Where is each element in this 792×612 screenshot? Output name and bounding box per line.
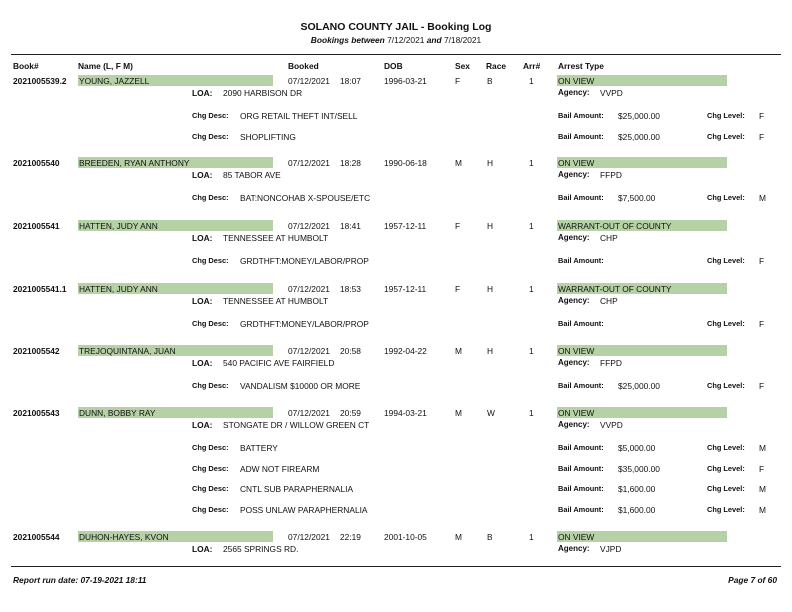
charge-level: M [759,484,766,494]
sex: M [455,346,462,356]
book-number: 2021005541 [13,221,60,231]
booking-record [0,532,792,554]
charge-description: GRDTHFT:MONEY/LABOR/PROP [240,256,369,266]
name-highlight [78,220,273,231]
dob: 1994-03-21 [384,408,427,418]
report-subtitle [0,35,792,45]
chg-desc-label: Chg Desc: [192,111,229,120]
bail-amount: $1,600.00 [618,504,656,515]
race: H [487,221,494,231]
booked-date: 07/12/2021 [288,221,330,231]
chg-desc-label: Chg Desc: [192,131,229,141]
arrest-type-highlight [557,345,727,356]
chg-desc-label: Chg Desc: [192,193,229,202]
col-name: Name (L, F M) [78,61,133,71]
bail-amount: $5,000.00 [618,443,656,453]
arrest-number: 1 [529,76,534,86]
charge-description: ORG RETAIL THEFT INT/SELL [240,111,358,121]
agency-value: VVPD [600,88,623,98]
loa-value: TENNESSEE AT HUMBOLT [223,233,329,243]
bail-amount-label: Bail Amount: [558,463,604,473]
inmate-name: TREJOQUINTANA, JUAN [79,346,176,356]
bail-amount-label: Bail Amount: [558,131,604,141]
booking-record [0,158,792,203]
arrest-type: ON VIEW [558,346,595,356]
col-booked: Booked [288,61,319,71]
loa-label: LOA: [192,544,213,554]
col-sex: Sex [455,61,470,71]
charge-description: ADW NOT FIREARM [240,463,320,474]
race: W [487,408,495,418]
chg-level-label: Chg Level: [707,443,745,452]
agency-value: FFPD [600,170,622,180]
charge-level: F [759,381,765,391]
booking-record [0,284,792,329]
arrest-number: 1 [529,532,534,542]
bail-amount: $25,000.00 [618,381,660,391]
name-highlight [78,75,273,86]
booking-record [0,76,792,142]
arrest-type-highlight [557,531,727,542]
charge-level: M [759,193,766,203]
chg-desc-label: Chg Desc: [192,443,229,452]
agency-value: CHP [600,233,618,243]
sex: F [455,284,461,294]
charge-description: VANDALISM $10000 OR MORE [240,381,361,391]
agency-label: Agency: [558,88,590,97]
arrest-type-highlight [557,283,727,294]
sex: F [455,221,461,231]
arrest-type: WARRANT-OUT OF COUNTY [558,284,672,294]
loa-label: LOA: [192,358,213,368]
loa-label: LOA: [192,170,213,180]
dob: 1990-06-18 [384,158,427,168]
agency-label: Agency: [558,420,590,429]
agency-label: Agency: [558,358,590,367]
charge-description: GRDTHFT:MONEY/LABOR/PROP [240,319,369,329]
inmate-name: DUHON-HAYES, KVON [79,532,169,542]
charge-description: BAT:NONCOHAB X-SPOUSE/ETC [240,193,371,203]
booked-time: 20:58 [340,346,361,356]
bail-amount-label: Bail Amount: [558,193,604,202]
dob: 1957-12-11 [384,221,427,231]
bail-amount: $25,000.00 [618,131,660,142]
chg-level-label: Chg Level: [707,193,745,202]
booked-time: 22:19 [340,532,361,542]
bail-amount: $1,600.00 [618,484,656,494]
sex: M [455,408,462,418]
booked-time: 18:28 [340,158,361,168]
col-arr: Arr# [523,61,541,71]
sex: M [455,532,462,542]
bail-amount-label: Bail Amount: [558,111,604,120]
arrest-type-highlight [557,407,727,418]
footer-rule [11,566,781,567]
book-number: 2021005543 [13,408,60,418]
agency-label: Agency: [558,296,590,305]
arrest-number: 1 [529,408,534,418]
report-title: SOLANO COUNTY JAIL - Booking Log [300,21,492,33]
loa-value: STONGATE DR / WILLOW GREEN CT [223,420,370,430]
charge-level: F [759,463,765,474]
booking-record [0,221,792,266]
charge-description: POSS UNLAW PARAPHERNALIA [240,504,368,515]
book-number: 2021005540 [13,158,60,168]
booked-time: 20:59 [340,408,361,418]
sex: F [455,76,461,86]
sex: M [455,158,462,168]
booked-date: 07/12/2021 [288,284,330,294]
inmate-name: BREEDEN, RYAN ANTHONY [79,158,190,168]
col-dob: DOB [384,61,403,71]
booking-record [0,346,792,391]
bail-amount-label: Bail Amount: [558,256,604,265]
dob: 2001-10-05 [384,532,427,542]
loa-value: 540 PACIFIC AVE FAIRFIELD [223,358,335,368]
arrest-type: ON VIEW [558,408,595,418]
booked-date: 07/12/2021 [288,408,330,418]
booked-time: 18:07 [340,76,361,86]
loa-label: LOA: [192,233,213,243]
loa-value: 2565 SPRINGS RD. [223,544,299,554]
chg-level-label: Chg Level: [707,256,745,265]
booked-date: 07/12/2021 [288,158,330,168]
dob: 1992-04-22 [384,346,427,356]
loa-label: LOA: [192,420,213,430]
booked-date: 07/12/2021 [288,532,330,542]
book-number: 2021005541.1 [13,284,67,294]
arrest-number: 1 [529,221,534,231]
date-to: 7/18/2021 [443,35,482,45]
bail-amount: $25,000.00 [618,111,660,121]
loa-value: 85 TABOR AVE [223,170,281,180]
dob: 1957-12-11 [384,284,427,294]
date-from: 7/12/2021 [387,35,425,45]
inmate-name: DUNN, BOBBY RAY [79,408,156,418]
arrest-number: 1 [529,284,534,294]
loa-label: LOA: [192,296,213,306]
race: H [487,158,494,168]
agency-label: Agency: [558,544,590,553]
charge-level: M [759,443,766,453]
arrest-type-highlight [557,220,727,231]
loa-label: LOA: [192,88,213,98]
chg-desc-label: Chg Desc: [192,484,229,493]
name-highlight [78,407,273,418]
bail-amount-label: Bail Amount: [558,484,604,493]
agency-label: Agency: [558,233,590,242]
col-race: Race [486,61,507,71]
chg-desc-label: Chg Desc: [192,463,229,473]
charge-level: F [759,111,765,121]
chg-level-label: Chg Level: [707,484,745,493]
charge-level: F [759,256,765,266]
charge-description: SHOPLIFTING [240,131,296,142]
chg-level-label: Chg Level: [707,463,745,473]
race: B [487,76,493,86]
arrest-type-highlight [557,75,727,86]
book-number: 2021005542 [13,346,60,356]
chg-desc-label: Chg Desc: [192,256,229,265]
chg-desc-label: Chg Desc: [192,504,229,514]
col-arrest-type: Arrest Type [558,61,604,71]
arrest-number: 1 [529,158,534,168]
charge-level: M [759,504,766,515]
charge-description: BATTERY [240,443,278,453]
header-rule-top [11,54,781,55]
subtitle-and: and [426,35,442,45]
bail-amount-label: Bail Amount: [558,504,604,514]
book-number: 2021005539.2 [13,76,67,86]
col-book: Book# [13,61,39,71]
inmate-name: YOUNG, JAZZELL [79,76,150,86]
name-highlight [78,157,273,168]
booked-date: 07/12/2021 [288,76,330,86]
chg-level-label: Chg Level: [707,381,745,390]
bail-amount-label: Bail Amount: [558,319,604,328]
agency-value: CHP [600,296,618,306]
bail-amount: $7,500.00 [618,193,656,203]
report-run-date: Report run date: 07-19-2021 18:11 [13,575,147,585]
chg-desc-label: Chg Desc: [192,381,229,390]
bail-amount: $35,000.00 [618,463,660,474]
inmate-name: HATTEN, JUDY ANN [79,284,158,294]
arrest-type-highlight [557,157,727,168]
charge-description: CNTL SUB PARAPHERNALIA [240,484,354,494]
chg-level-label: Chg Level: [707,319,745,328]
name-highlight [78,283,273,294]
agency-label: Agency: [558,170,590,179]
booked-time: 18:53 [340,284,361,294]
booked-time: 18:41 [340,221,361,231]
booking-record [0,408,792,515]
name-highlight [78,531,273,542]
agency-value: FFPD [600,358,622,368]
chg-desc-label: Chg Desc: [192,319,229,328]
subtitle-prefix: Bookings between [310,35,385,45]
arrest-type: ON VIEW [558,532,595,542]
chg-level-label: Chg Level: [707,504,745,514]
loa-value: TENNESSEE AT HUMBOLT [223,296,329,306]
page-number: Page 7 of 60 [728,575,777,585]
book-number: 2021005544 [13,532,60,542]
arrest-type: ON VIEW [558,158,595,168]
arrest-number: 1 [529,346,534,356]
bail-amount-label: Bail Amount: [558,381,604,390]
charge-level: F [759,131,765,142]
bail-amount-label: Bail Amount: [558,443,604,452]
chg-level-label: Chg Level: [707,111,745,120]
inmate-name: HATTEN, JUDY ANN [79,221,158,231]
charge-level: F [759,319,765,329]
agency-value: VJPD [600,544,622,554]
loa-value: 2090 HARBISON DR [223,88,303,98]
arrest-type: ON VIEW [558,76,595,86]
race: B [487,532,493,542]
dob: 1996-03-21 [384,76,427,86]
arrest-type: WARRANT-OUT OF COUNTY [558,221,672,231]
agency-value: VVPD [600,420,623,430]
booked-date: 07/12/2021 [288,346,330,356]
race: H [487,284,494,294]
chg-level-label: Chg Level: [707,131,745,141]
race: H [487,346,494,356]
name-highlight [78,345,273,356]
